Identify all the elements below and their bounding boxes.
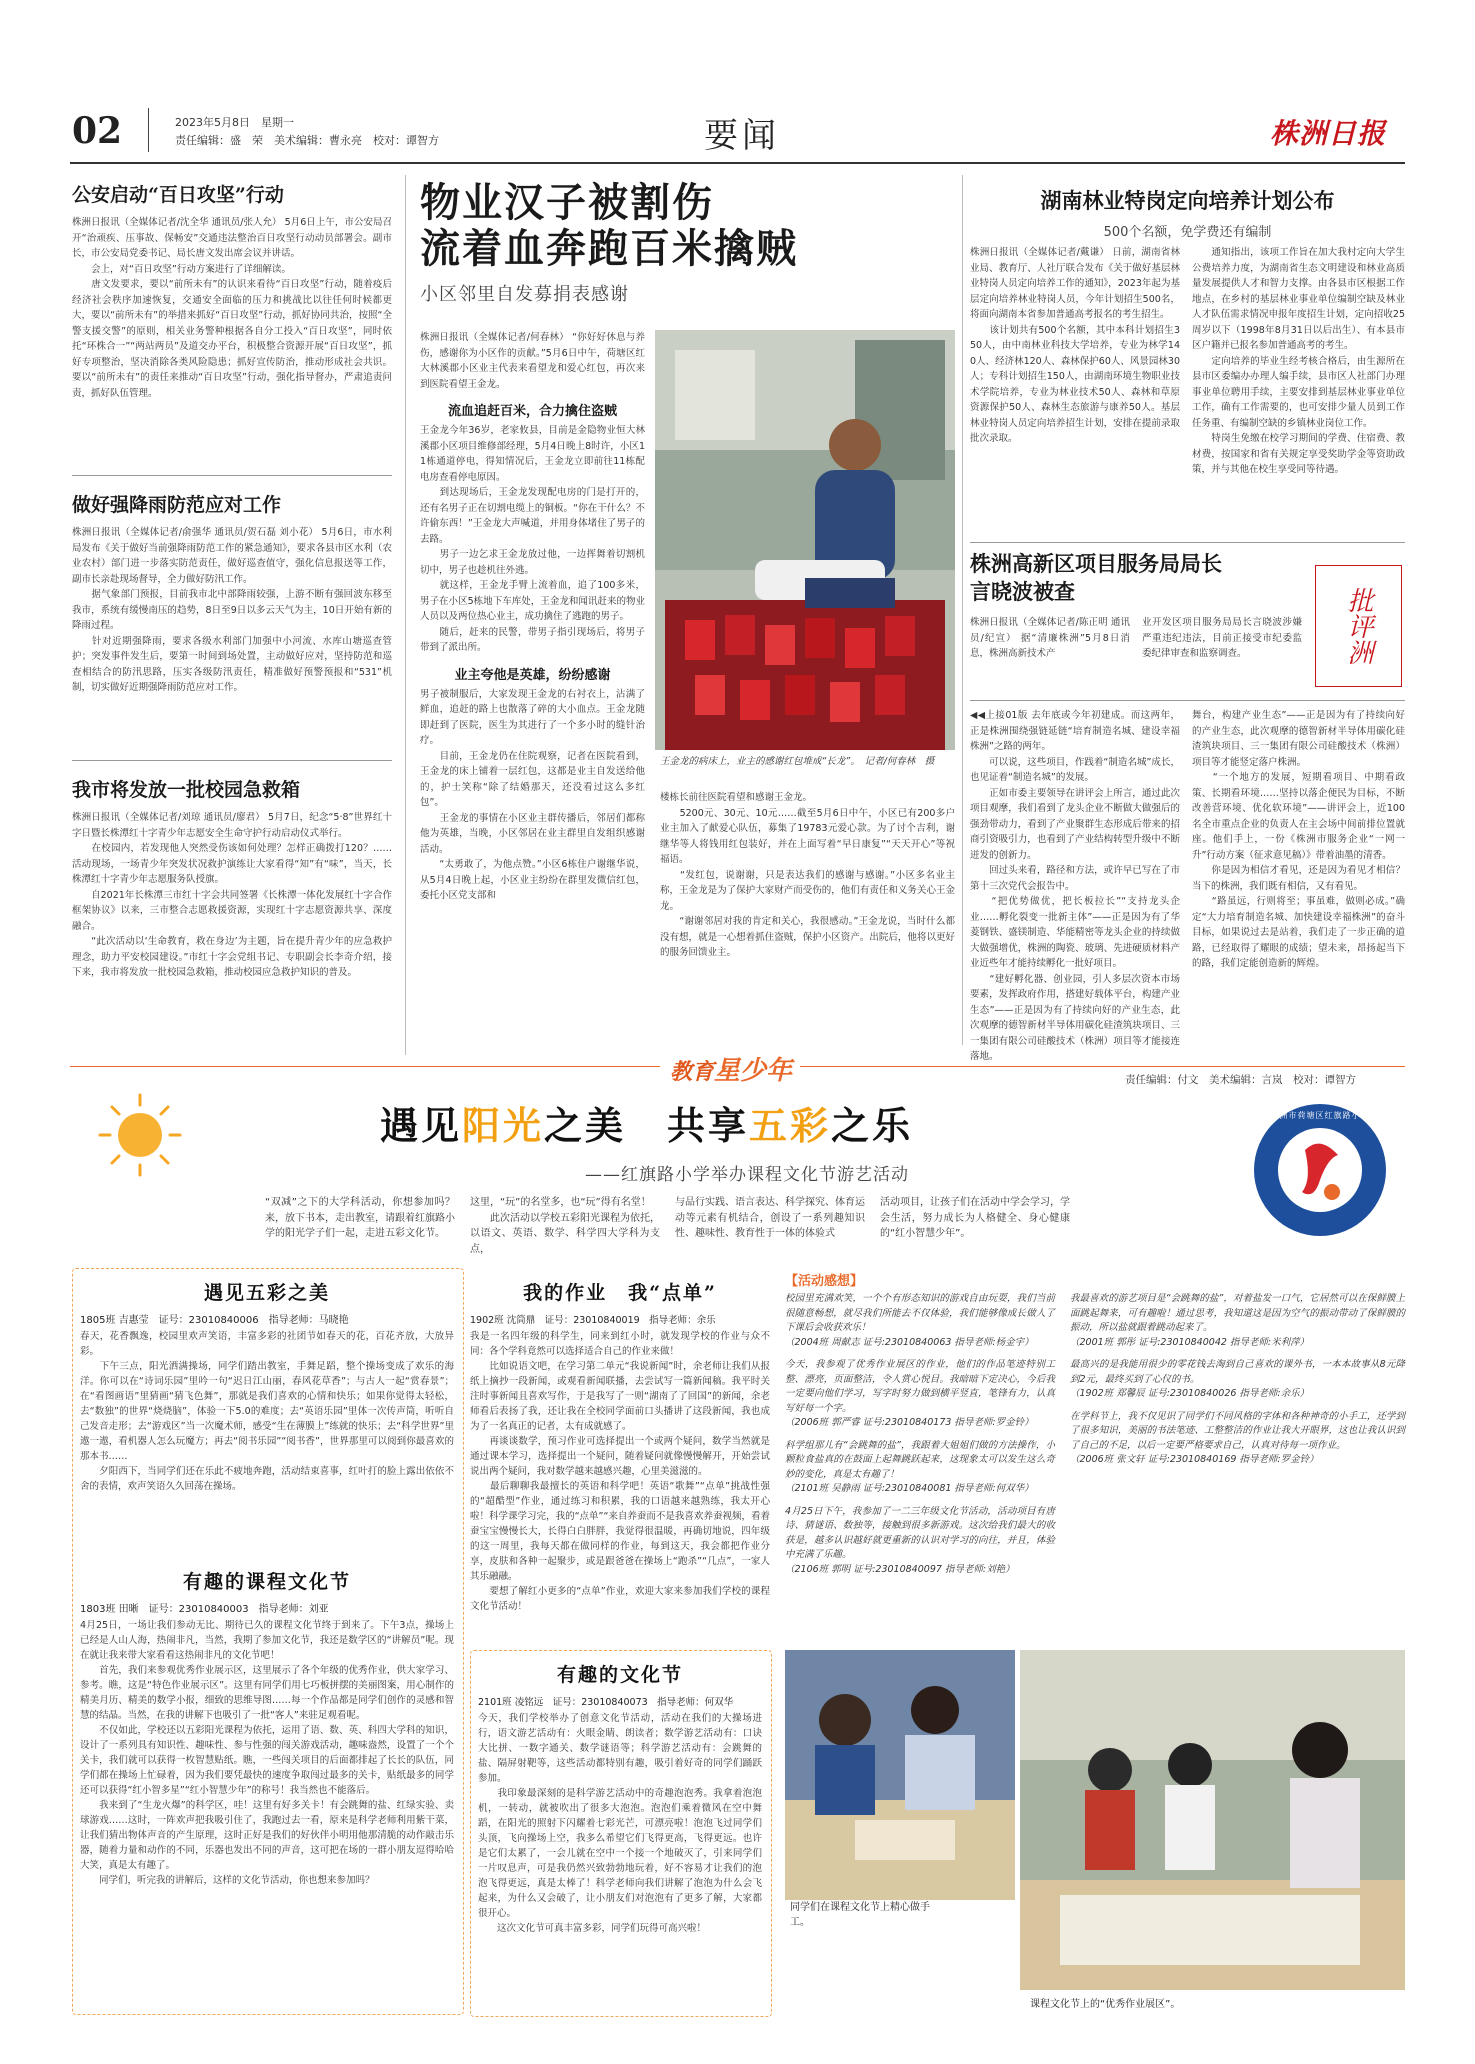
essay-author: 1805班 吉惠莹 证号：23010840006 指导老师：马晓艳 [80, 1315, 349, 1326]
feeling-item: 最高兴的是我能用很少的零花钱去淘到自己喜欢的课外书，一本本故事从8元降到2元，最终买到了心仪的书。 （1902班 郑馨辰 证号:23010840026 指导老师:余乐） [1070, 1359, 1405, 1399]
edu-subhead: ——红旗路小学举办课程文化节游艺活动 [585, 1165, 909, 1185]
article-body: 株洲日报讯（全媒体记者/戴谦） 日前，湖南省林业局、教育厅、人社厅联合发布《关于做好基层林业特岗人员定向培养工作的通知》，2023年起为基层定向培养林业特岗人员，今年计划招生500名，将面向湖南本省参加普通高考报名的考生招生。 该计划共有500个名额，其中本科计划招生350人，由中南林业科技大学培养，专业为林学140人、经济林120人、森林保护60人、风景园林30人；专科计划招生150人，由湖南环境生物职业技术学院培养，专业为林业技术50人、森林和草原资源保护50人、森林生态旅游与康养50人。基层林业特岗人员定向培养招生计划，安排在提前录取批次录取。 [970, 247, 1180, 444]
essay-title: 有趣的课程文化节 [182, 1571, 351, 1593]
police-article [72, 180, 392, 401]
school-badge: 株洲市荷塘区红旗路小学 [1250, 1100, 1390, 1240]
feature-lead: 株洲日报讯（全媒体记者/何春林） “你好好休息与养伤，感谢你为小区作的贡献。”5月6日中午，荷塘区红大林溪郡小区业主代表来看望龙和爱心红包，再次来到医院看望王金龙。 [420, 332, 645, 390]
forestry-article [970, 185, 1405, 240]
edu-editors: 责任编辑：付文 美术编辑：言岚 校对：谭智方 [1125, 1074, 1356, 1086]
edu-intro-4: 活动项目，让孩子们在活动中学会学习，学会生活，努力成长为人格健全、身心健康的“红小智慧少年”。 [880, 1197, 1070, 1239]
headline: 我市将发放一批校园急救箱 [72, 779, 301, 801]
headline: 做好强降雨防范应对工作 [72, 494, 282, 516]
essay-body: 今天，我们学校举办了创意文化节活动，活动在我们的大操场进行，语文游艺活动有：火眼金睛、朗读者；数学游艺活动有：口诀大比拼、一数字通关、数学谜语等；科学游艺活动有：会跳舞的盐、隔屏射靶等，这些活动都特别有趣，吸引着好奇的同学们踊跃参加。 我印象最深刻的是科学游艺活动中的奇趣泡泡秀。我拿着泡泡机，一转动，就被吹出了很多大泡泡。泡泡们乘着微风在空中舞蹈，在阳光的照射下闪耀着七彩光芒，可漂亮啦！泡泡飞过同学们头顶，飞向操场上空，我多么希望它们飞得更高，飞得更远。也许是它们太累了，一会儿就在空中一个接一个地破灭了，引来同学们一片叹息声，可是我仍然兴致勃勃地玩着，好不容易才让我们的泡泡飞得更远，真是太棒了！科学老师向我们讲解了泡泡为什么会飞起来，为什么又会破了，让小朋友们对泡泡有了更多了解，大家都很开心。 这次文化节可真丰富多彩，同学们玩得可高兴啦！ [478, 1713, 762, 1934]
photo-caption: 王金龙的病床上，业主的感谢红包堆成“长龙”。 记者/何春林 摄 [660, 756, 935, 767]
clean-zhuzhou-seal: 批评洲 [1315, 565, 1402, 687]
essay-title: 有趣的文化节 [556, 1664, 683, 1686]
article-body: 王金龙今年36岁，老家攸县，目前是金隐物业恒大林溪郡小区项目维修部经理，5月4日晚上8时许，小区11栋通道停电，得知情况后，王金龙立即前往11栋配电房查看停电原因。 到达现场后，王金龙发现配电房的门是打开的，还有名男子正在切割电缆上的铜板。“你在干什么？不许偷东西！”王金龙大声喊道，并用身体堵住了男子的去路。 男子一边乞求王金龙放过他，一边挥舞着切割机切中，男子也趁机往外逃。 就这样，王金龙手臂上流着血，追了100多米，男子在小区5栋地下车库处，王金龙和闻讯赶来的物业人员以及两位热心业主，成功擒住了逃跑的男子。 随后，赶来的民警，带男子指引现场后，将男子带到了派出所。 [420, 425, 645, 653]
page-number: 02 [72, 110, 123, 152]
feature-subhead-1: 流血追赶百米，合力擒住盗贼 [447, 404, 617, 419]
essay-author: 1902班 沈筒鼎 证号：23010840019 指导老师：余乐 [470, 1315, 716, 1326]
headline-1: 株洲高新区项目服务局局长 [970, 551, 1222, 576]
article-body: 株洲日报讯（全媒体记者/陈正明 通讯员/纪宣） 据“清廉株洲”5月8日消息，株洲高新技术产 [970, 617, 1130, 659]
feeling-item: 在学科节上，我不仅见识了同学们不同风格的字体和各种神奇的小手工，还学到了很多知识，美丽的书法笔迹、工整整洁的作业让我大开眼界，这也让我认识到了自己的不足，以后一定要严格要求自己，认真对待每一项作业。 （2006班 张文轩 证号:23010840169 指导老师:罗金铃） [1070, 1410, 1405, 1465]
feeling-item: 今天，我参观了优秀作业展区的作业，他们的作品笔迹特别工整、漂亮，页面整洁，令人赏心悦目。我暗暗下定决心，今后我一定要向他们学习，写字时努力做到横平竖直，笔锋有力，认真写好每一个字。 （2006班 郭严睿 证号:23010840173 指导老师:罗金铃） [785, 1359, 1055, 1428]
feature-headline-2: 流着血奔跑百米擒贼 [420, 225, 798, 272]
feature-column-1 [420, 330, 645, 904]
edu-intro-1: “双减”之下的大学科活动，你想参加吗？来，放下书本，走出教室，请跟着红旗路小学的阳光学子们一起，走进五彩文化节。 [265, 1197, 455, 1239]
school-article [72, 775, 392, 981]
essay-title: 遇见五彩之美 [203, 1282, 330, 1304]
essay-body: 我是一名四年级的科学生，同来到红小时，就发现学校的作业与众不同：各个学科竟然可以选择适合自己的作业来做！ 比如说语文吧，在学习第二单元“我说新闻”时，余老师让我们从报纸上摘抄一段新闻，或观看新闻联播，去尝试写一篇新闻稿。我平时关注时事新闻且喜欢写作，于是我写了一则“湖南了了回国”的新闻，余老师看后表扬了我，还让我在全校同学面前口头播讲了这段新闻，我也成为了一名真正的记者，太有成就感了。 再谈谈数学，预习作业可选择提出一个或两个疑问，数学当然就是通过课本学习，选择提出一个疑问，随着疑问就像慢慢解开，开始尝试说出两个疑问，我对数学越来越感兴趣，心里美滋滋的。 最后聊聊我最擅长的英语和科学吧！英语“歌舞”“点单”挑战性强的“超酷型”作业，通过练习和积累，我的口语越来越熟练，我太开心啦！科学课学习完，我的“点单”“来自养蚕而不是我喜欢养蚕视频，看着蚕宝宝慢慢长大，长得白白胖胖，我觉得很温暖，再确切地说，四年级的这一周里，我每天都在做同样的作业，每到这天，我会都把作业分享，皮肤和各种一起聚步，或是跟爸爸在操场上“跑杀”“几点”，一家人其乐融融。 要想了解红小更多的“点单”作业，欢迎大家来参加我们学校的课程文化节活动！ [470, 1331, 770, 1612]
feature-column-2 [660, 790, 955, 961]
rain-article [72, 490, 392, 696]
photo-exhibition [1020, 1650, 1405, 1990]
article-body: 舞台，构建产业生态”——正是因为有了持续向好的产业生态，此次观摩的德智新材半导体用碳化硅渣筑块项目、三一集团有限公司硅酸技术（株洲）项目等才能竖定落户株洲。 “一个地方的发展，短期看项目、中期看政策、长期看环境……坚持以落企便民为目标，不断改善营环境、优化软环境”——讲评会上，近100名全市重点企业的负责人在主会场中间前排位置就座。他们手上，一份《株洲市服务企业“一网一升”行动方案（征求意见稿）》带着油墨的清香。 你是因为相信才看见，还是因为看见才相信？当下的株洲，我们既有相信，又有看见。 “路虽远，行则将至；事虽难，做则必成。”确定“大力培育制造名城、加快建设幸福株洲”的奋斗目标，如果说过去是站着，我们走了一步正确的道路，已经取得了耀眼的成绩；望未来，昂扬起当下的路，我们定能创造新的辉煌。 [1192, 710, 1405, 969]
section-logo: 教育星少年 [670, 1056, 793, 1086]
feelings-col-2 [1070, 1292, 1405, 1468]
header-editors: 责任编辑：盛 荣 美术编辑：曹永亮 校对：谭智方 [175, 134, 439, 147]
photo-handcraft [785, 1650, 1015, 1900]
newspaper-logo: 株洲日报 [1270, 117, 1387, 150]
headline: 湖南林业特岗定向培养计划公布 [1040, 188, 1335, 213]
subhead: 500个名额，免学费还有编制 [1103, 225, 1272, 240]
sun-icon [95, 1090, 185, 1180]
forestry-column-1 [970, 245, 1180, 447]
article-body: 业开发区项目服务局局长言晓波涉嫌严重违纪违法，目前正接受市纪委监委纪律审查和监察调查。 [1142, 617, 1302, 659]
official-column-2 [1142, 615, 1302, 662]
article-body: 男子被制服后，大家发现王金龙的右衬衣上，沾满了鲜血，追赶的路上也散落了碎的大小血点。王金龙随即赶到了医院，医生为其进行了一个多小时的缝针治疗。 目前，王金龙仍在住院观察，记者在医院看到，王金龙的床上铺着一层红包，这都是业主自发送给他的，护士笑称“除了结婚那天，还没看过这么多红包”。 王金龙的事情在小区业主群传播后，邻居们都称他为英雄，当晚，小区邻居在业主群里自发组织感谢活动。 “太勇敢了，为他点赞。”小区6栋住户谢继华说，从5月4日晚上起，小区业主纷纷在群里发微信红包，委托小区党支部和 [420, 688, 645, 901]
essay-4 [478, 1660, 762, 1936]
article-body: 株洲日报讯（全媒体记者/沈全华 通讯员/张人允） 5月6日上午，市公安局召开“治顽疾、压事故、保畅安”交通违法整治百日攻坚行动动员部署会。副市长，市公安局党委书记、局长唐文发出席会议并讲话。 会上，对“百日攻坚”行动方案进行了详细解读。 唐文发要求，要以“前所未有”的认识来看待“百日攻坚”行动，随着疫后经济社会秩序加速恢复，交通安全面临的压力和挑战比以往任何时候都更大，要以“前所未有”的举措来抓好“百日攻坚”行动，抓好协同共治，按照“全警支援交警”的原则，相关业务警种根据各自分工投入“百日攻坚”，同时依托“环株合一”“两站两员”及道交办平台，积极整合资源开展“百日攻坚”，抓好专项整治，坚决消除各类风险隐患；抓好宣传防治，推动形成社会共识。要以“前所未有”的责任来推动“百日攻坚”行动，强化指导督办，严肃追责问责，抓好队伍管理。 [72, 217, 392, 399]
feature-subhead-2: 业主夸他是英雄，纷纷感谢 [454, 667, 611, 683]
feeling-item: 科学组那儿有“会跳舞的盐”，我跟着大姐姐们做的方法操作，小颗粒食盐真的在鼓面上起舞跳跃起来，这现象太可以发生这么奇妙的变化，真是太有趣了！ （2101班 吴静雨 证号:23010840081 指导老师:何双华） [785, 1439, 1055, 1494]
essay-title: 我的作业 我“点单” [523, 1282, 717, 1304]
essay-3 [470, 1278, 770, 1614]
feature-subhead: 小区邻里自发募捐表感谢 [420, 284, 629, 305]
essay-author: 2101班 凌铭远 证号：23010840073 指导老师：何双华 [478, 1697, 734, 1708]
hospital-photo [655, 330, 955, 750]
edu-headline: 遇见阳光之美 共享五彩之乐 [380, 1103, 914, 1148]
article-body: ◀◀上接01版 去年底或今年初建成。而这两年，正是株洲围绕强链延链“培育制造名城、建设幸福株洲”之路的两年。 可以说，这些项目，作践着“制造名城”成长，也见证着“制造名城”的发展。 正如市委主要领导在讲评会上所言，通过此次项目观摩，我们看到了龙头企业不断做大做强后的强劲带动力，看到了产业聚群生态形成后带来的招商引资吸引力，也看到了产业结构转型升级中不断迸发的创新力。 回过头来看，路径和方法，或许早已写在了市第十三次党代会报告中。 “把优势做优，把长板拉长”“支持龙头企业……孵化裂变一批新主体”——正是因为有了华菱钢铁、盛镁制造、华能精密等龙头企业的持续做大做强增优，株洲的陶瓷、玻璃、先进硬质材料产业近些年才能持续孵化一批好项目。 “建好孵化器、创业园，引人多层次资本市场要素，发挥政府作用，搭建好载体平台，构建产业生态”——正是因为有了持续向好的产业生态，此次观摩的德智新材半导体用碳化硅渣筑块项目、三一集团有限公司硅酸技术（株洲）项目等才能接连落地。 [970, 710, 1180, 1062]
article-body: 通知指出，该项工作旨在加大我村定向大学生公费培养力度，为湖南省生态文明建设和林业高质量发展提供人才和智力支撑。由各县市区根据工作地点，在乡村的基层林业事业单位编制空缺及林业人才队伍需求情况申报年度招生计划，定向招收25周岁以下（1998年8月31日以后出生）、有本县市区户籍并已报名参加普通高考的考生。 定向培养的毕业生经考核合格后，由生源所在县市区委编办办理人编手续，县市区人社部门办理事业单位聘用手续，主要安排到基层林业事业单位工作，确有工作需要的，也可安排少量人员到工作任务重、有编制空缺的乡镇林业岗位工作。 特岗生免缴在校学习期间的学费、住宿费、教材费，按国家和省有关规定享受奖助学金等资助政策，并与其他在校生享受同等待遇。 [1192, 247, 1405, 475]
edu-intro-2: 这里，“玩”的名堂多，也“玩”得有名堂！ 此次活动以学校五彩阳光课程为依托，以语文、英语、数学、科学四大学科为支点， [470, 1197, 660, 1255]
feeling-item: 我最喜欢的游艺项目是“会跳舞的盐”，对着盐发一口气，它居然可以在保鲜膜上面跳起舞来，可有趣啦！通过思考，我知道这是因为空气的振动带动了保鲜膜的振动，所以盐就跟着跳动起来了。 （2001班 郭彤 证号:23010840042 指导老师:米利萍） [1070, 1293, 1405, 1348]
feeling-item: 校园里充满欢笑，一个个有形态知识的游戏自由玩耍，我们当前很随意畅想，就尽我们所能去不仅体验，我们能够像成长做人了下课后会收获欢乐！ （2004班 周献志 证号:23010840063 指导老师:杨金宇） [785, 1293, 1055, 1348]
photo-caption-handcraft: 同学们在课程文化节上精心做手工。 [790, 1902, 930, 1928]
essay-2 [80, 1567, 454, 1888]
headline-2: 言晓波被查 [970, 579, 1075, 604]
essay-author: 1803班 田晰 证号：23010840003 指导老师：刘亚 [80, 1604, 329, 1615]
edu-intro-3: 与品行实践、语言表达、科学探究、体育运动等元素有机结合，创设了一系列趣知识性、趣味性、教育性于一体的体验式 [675, 1197, 865, 1239]
essay-body: 4月25日，一场让我们参动无比、期待已久的课程文化节终于到来了。下午3点，操场上已经是人山人海，热闹非凡，当然，我期了参加文化节，我还是数学区的“讲解员”呢。现在就让我来带大家看看这热闹非凡的文化节吧！ 首先，我们来参观优秀作业展示区，这里展示了各个年级的优秀作业，供大家学习、参考。瞧，这是“特色作业展示区”。这里有同学们用七巧板拼摆的美丽图案，用心制作的精美月历、精美的数学小报，细致的思维导图……每一个作品都是同学们创作的灵感和智慧的结晶。当然，在我的讲解下也吸引了一批“客人”来驻足观看呢。 不仅如此，学校还以五彩阳光课程为依托，运用了语、数、英、科四大学科的知识，设计了一系列具有知识性、趣味性、参与性强的闯关游戏活动，趣味盎然，设置了一个个关卡，我们就可以获得一枚智慧贴纸。瞧，一些闯关项目的后面都排起了长长的队伍，同学们都在操场上忙碌着，因为我们要凭最快的速度争取闯过最多的关卡，贴纸最多的同学还可以获得“红小智多星”“红小智慧少年”的称号！我当然也不能落后。 我来到了“生龙火爆”的科学区，哇！这里有好多关卡！有会跳舞的盐、红绿实验、卖球游戏……这时，一阵欢声把我吸引住了，我跑过去一看，原来是科学老师利用紫干菜，让我们猜出物体声音的产生原理，这时正好是我们的好伙伴小明用他那清脆的动作敲击乐器，随着力量和动作的不同，乐器也发出不同的声音，这可把在场的一群小朋友逗得哈哈大笑，真是太有趣了。 同学们，听完我的讲解后，这样的文化节活动，你也想来参加吗？ [80, 1620, 454, 1886]
continuation-column-2 [1192, 708, 1405, 972]
essay-1 [80, 1278, 454, 1494]
continuation-column-1 [970, 708, 1180, 1065]
official-column-1 [970, 615, 1130, 662]
official-article [970, 550, 1300, 606]
feeling-item: 4月25日下午，我参加了一二三年级文化节活动，活动项目有唐诗、猜谜语、数独等，接触到很多新游戏。这次给我们最大的收获是，越多认识越好就更重新的认识对学习的向往，并且，体验中充满了乐趣。 （2106班 郭明 证号:23010840097 指导老师:刘艳） [785, 1505, 1055, 1575]
section-title: 要闻 [704, 116, 780, 156]
article-body: 株洲日报讯（全媒体记者/刘琼 通讯员/廖君） 5月7日，纪念“5·8”世界红十字日暨长株潭红十字青少年志愿安全生命守护行动启动仪式举行。 在校园内，若发现他人突然受伤该如何处理？怎样正确拨打120？……活动现场，一场青少年突发状况救护演练让大家看得“知”有“味”，当天，长株潭红十字青少年志愿服务队授旗。 自2021年长株潭三市红十字会共同签署《长株潭一体化发展红十字合作框架协议》以来，三市整合志愿救援资源，实现红十字志愿资源共享、深度融合。 “此次活动以‘生命教育，救在身边’为主题，旨在提升青少年的应急救护理念，助力平安校园建设。”市红十字会党组书记、专职副会长李奇介绍，接下来，我市将发放一批校园急救箱，推动校园应急救护知识的普及。 [72, 812, 392, 978]
article-body: 株洲日报讯（全媒体记者/俞强华 通讯员/贺石磊 刘小花） 5月6日，市水利局发布《关于做好当前强降雨防范工作的紧急通知》，要求各县市区水利（农业农村）部门进一步落实防范责任，做好巡查值守，强化信息报送等工作，副市长亲赴现场督导，全力做好防汛工作。 据气象部门预报，目前我市北中部降雨较强，上游不断有强回波东移至我市，系统有缓慢南压的趋势，8日至9日以多云天气为主，10日开始有新的降雨过程。 针对近期强降雨，要求各级水利部门加强中小河流、水库山塘巡查管护；突发事件发生后，要第一时间到场处置，主动做好应对，坚持防范和巡查相结合的防汛思路，压实各级防汛责任，精准做好预警预报和“531”机制，切实做好近期强降雨防范应对工作。 [72, 527, 392, 693]
headline: 公安启动“百日攻坚”行动 [72, 184, 284, 206]
feelings-title: 【活动感想】 [785, 1274, 864, 1289]
essay-body: 春天，花香飘逸，校园里欢声笑语，丰富多彩的社团节如春天的花，百花齐放，大放异彩。 下午三点，阳光洒满操场，同学们踏出教室，手舞足蹈，整个操场变成了欢乐的海洋。你可以在“诗词乐园”里吟一句“迟日江山丽，春风花草香”；与古人一起“赏春景”；在“看图画语”里猜画“猜飞色舞”，那就是我们喜欢的心情和快乐；如果你觉得太轻松，去“数独”的世界“烧烧脑”，体验一下5.0的难度；去“英语乐园”里体一次传声筒，听听自己发音走形；去“游戏区”当一次魔术师，感受“生在薄膜上”练就的快乐；去“科学世界”里遨一遨，看机器人怎么玩魔方；再去“阅书乐园”“阅书香”，世界那里可以阅到你最喜欢的那本书…… 夕阳西下，当同学们还在乐此不疲地奔跑，活动结束喜事，红叶打的脸上露出依依不舍的表情，欢声笑语久久回荡在操场。 [80, 1331, 454, 1492]
forestry-column-2 [1192, 245, 1405, 478]
feelings-col-1 [785, 1292, 1055, 1577]
photo-caption-exhibition: 课程文化节上的“优秀作业展区”。 [1030, 1999, 1181, 2010]
issue-date: 2023年5月8日 星期一 [175, 116, 294, 129]
article-body: 楼栋长前往医院看望和感谢王金龙。 5200元、30元、10元……截至5月6日中午，小区已有200多户业主加入了献爱心队伍，募集了19783元爱心款。为了讨个吉利，谢继华等人将钱用红包装好，并在上面写着“早日康复”“天天开心”等祝福语。 “发红包，说谢谢，只是表达我们的感谢与感谢。”小区多名业主称，王金龙是为了保护大家财产而受伤的，他们有责任和义务关心王金龙。 “谢谢邻居对我的肯定和关心，我很感动。”王金龙说，当时什么都没有想，就是一心想着抓住盗贼，保护小区资产。出院后，他将以更好的服务回馈业主。 [660, 792, 955, 958]
feature-headline-1: 物业汉子被割伤 [420, 179, 714, 226]
